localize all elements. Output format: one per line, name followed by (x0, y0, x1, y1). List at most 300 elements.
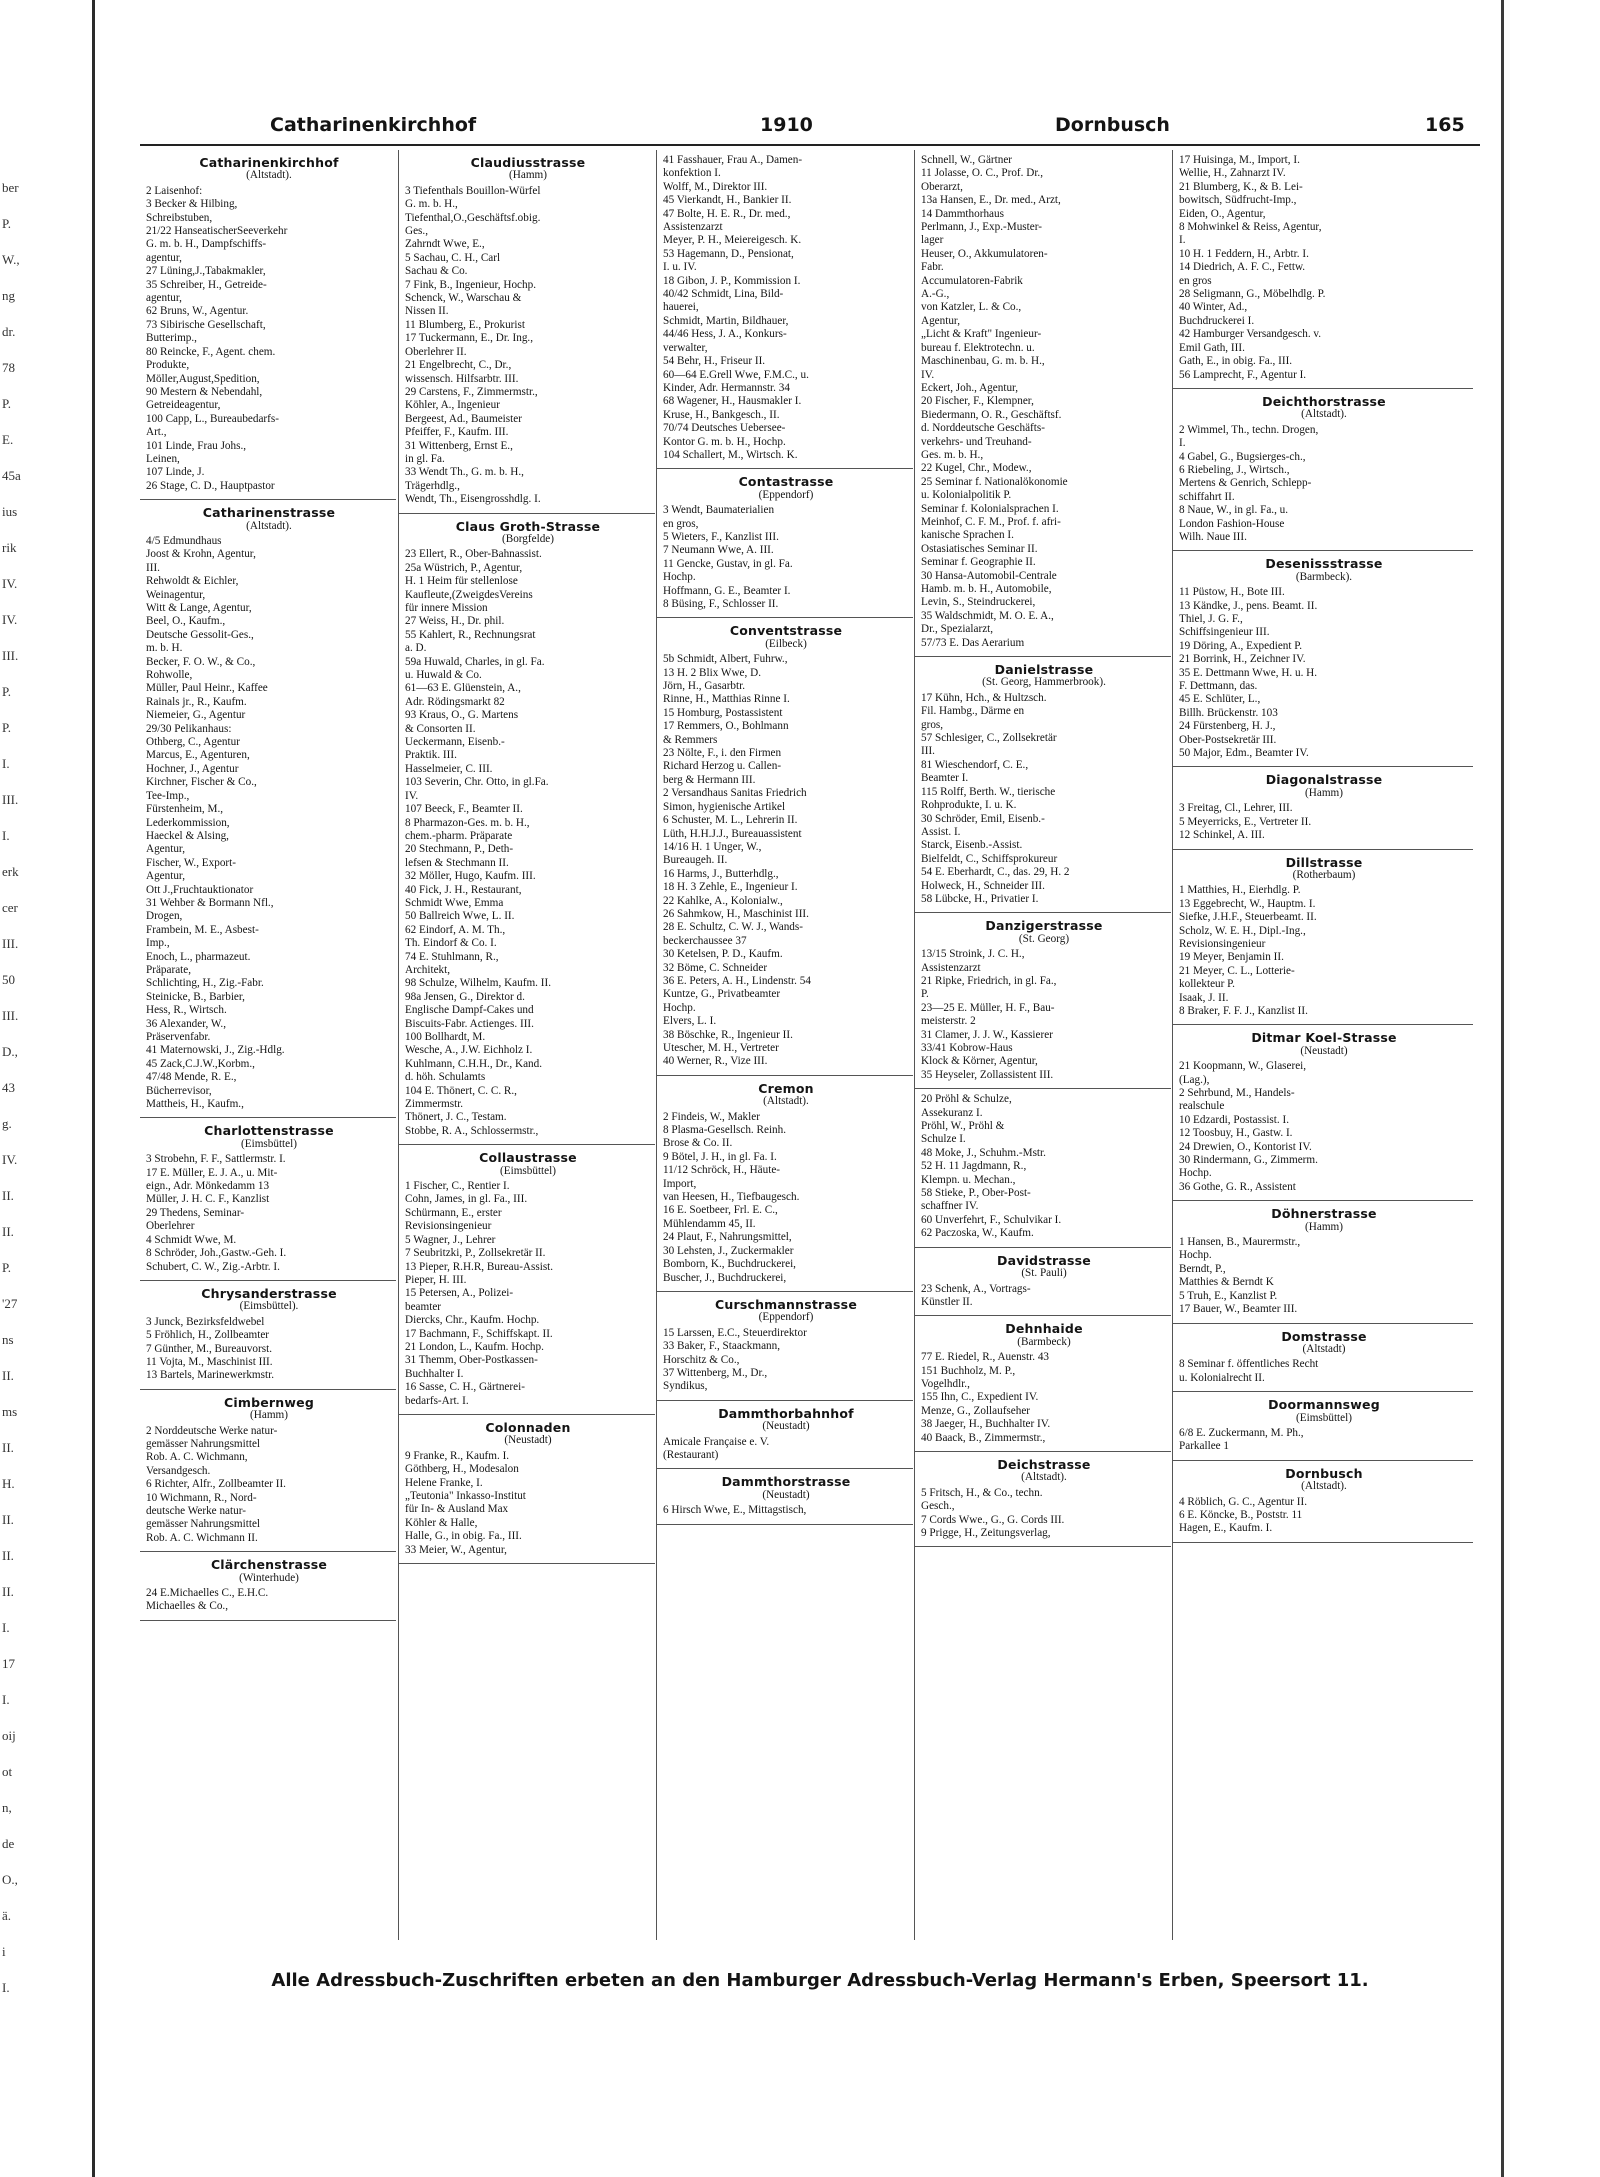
directory-entry: „Licht & Kraft" Ingenieur- (921, 328, 1042, 341)
directory-entry: 16 Harms, J., Butterhdlg., (663, 867, 779, 880)
directory-entry: 7 Günther, M., Bureauvorst. (146, 1342, 273, 1355)
directory-entry: bowitsch, Südfrucht-Imp., (1179, 194, 1297, 207)
directory-entry: Rainals jr., R., Kaufm. (146, 695, 247, 708)
directory-entry: 33 Baker, F., Staackmann, (663, 1340, 781, 1353)
directory-entry: Nissen II. (405, 305, 449, 318)
directory-entry: 31 Clamer, J. J. W., Kassierer (921, 1028, 1053, 1041)
directory-entry: Lederkommission, (146, 816, 230, 829)
directory-entry: Ott J.,Fruchtauktionator (146, 883, 254, 896)
directory-entry: beamter (405, 1300, 442, 1313)
directory-entry: 44/46 Hess, J. A., Konkurs- (663, 328, 787, 341)
directory-entry: Wellie, H., Zahnarzt IV. (1179, 167, 1286, 180)
column-5 (1172, 150, 1473, 1940)
district-label: (Hamm) (250, 1409, 288, 1422)
directory-entry: 30 Lehsten, J., Zuckermakler (663, 1244, 794, 1257)
directory-entry: 11/12 Schröck, H., Häute- (663, 1164, 781, 1177)
directory-entry: 9 Bötel, J. H., in gl. Fa. I. (663, 1150, 777, 1163)
directory-entry: 22 Kugel, Chr., Modew., (921, 462, 1032, 475)
directory-entry: 40 Baack, B., Zimmermstr., (921, 1431, 1046, 1444)
directory-entry: 21 Meyer, C. L., Lotterie- (1179, 964, 1295, 977)
edge-fragment: rik (2, 540, 17, 555)
directory-entry: eign., Adr. Mönkedamm 13 (146, 1180, 270, 1193)
street-title: Danzigerstrasse (985, 918, 1103, 934)
directory-entry: F. Dettmann, das. (1179, 680, 1258, 693)
directory-entry: I. (1179, 437, 1186, 450)
directory-entry: 5 Fritsch, H., & Co., techn. (921, 1486, 1043, 1499)
directory-entry: 36 Alexander, W., (146, 1017, 227, 1030)
page-number: 165 (1425, 114, 1465, 136)
directory-entry: 4 Schmidt Wwe, M. (146, 1233, 237, 1246)
district-label: (Hamm) (509, 169, 547, 182)
directory-entry: Beel, O., Kaufm., (146, 615, 226, 628)
directory-entry: agentur, (146, 251, 182, 264)
directory-entry: für innere Mission (405, 602, 488, 614)
directory-entry: 29 Carstens, F., Zimmermstr., (405, 385, 538, 398)
directory-entry: Oberlehrer II. (405, 345, 467, 358)
directory-entry: Menze, G., Zollaufseher (921, 1404, 1031, 1417)
edge-fragment: oij (2, 1728, 16, 1743)
directory-entry: Schulze I. (921, 1133, 966, 1146)
directory-entry: 5 Wagner, J., Lehrer (405, 1233, 496, 1246)
directory-entry: Brose & Co. II. (663, 1137, 733, 1150)
directory-entry: Seminar f. Geographie II. (921, 556, 1036, 569)
directory-entry: Präservenfabr. (146, 1031, 211, 1043)
street-title: Dehnhaide (1005, 1321, 1083, 1337)
edge-fragment: W., (2, 252, 20, 267)
directory-entry: 24 Drewien, O., Kontorist IV. (1179, 1140, 1312, 1153)
directory-entry: 29/30 Pelikanhaus: (146, 722, 232, 735)
district-label: (Eimsbüttel). (239, 1300, 299, 1313)
directory-entry: 23 Ellert, R., Ober-Bahnassist. (405, 548, 542, 561)
directory-entry: 8 Mohwinkel & Reiss, Agentur, (1179, 221, 1322, 234)
directory-entry: Wolff, M., Direktor III. (663, 180, 768, 193)
directory-entry: III. (921, 745, 935, 758)
directory-entry: 104 Schallert, M., Wirtsch. K. (663, 448, 798, 461)
edge-fragment: 17 (2, 1656, 15, 1671)
directory-entry: 50 Major, Edm., Beamter IV. (1179, 747, 1309, 760)
directory-entry: Versandgesch. (146, 1464, 211, 1477)
directory-entry: 151 Buchholz, M. P., (921, 1364, 1016, 1377)
directory-entry: 56 Lamprecht, F., Agentur I. (1179, 368, 1307, 381)
district-label: (Altstadt). (1301, 1480, 1347, 1493)
directory-entry: 7 Seubritzki, P., Zollsekretär II. (405, 1247, 546, 1260)
directory-entry: Schubert, C. W., Zig.-Arbtr. I. (146, 1260, 280, 1273)
directory-entry: Klock & Körner, Agentur, (921, 1055, 1038, 1068)
directory-entry: P. (921, 988, 929, 1001)
directory-entry: 15 Petersen, A., Polizei- (405, 1287, 514, 1300)
directory-entry: 107 Linde, J. (146, 466, 205, 479)
directory-entry: Pröhl, W., Pröhl & (921, 1120, 1005, 1133)
district-label: (Neustadt) (762, 1488, 810, 1501)
directory-entry: G. m. b. H., Dampfschiffs- (146, 238, 267, 251)
edge-fragment: III. (2, 1008, 19, 1023)
directory-entry: 21/22 HanseatischerSeeverkehr (146, 225, 288, 238)
directory-entry: Schreibstuben, (146, 211, 213, 224)
street-title: Dillstrasse (1285, 854, 1363, 870)
directory-entry: 14 Diedrich, A. F. C., Fettw. (1179, 261, 1306, 274)
edge-fragment: ot (2, 1764, 13, 1779)
directory-entry: Trägerhdlg., (405, 479, 460, 492)
directory-entry: Imp., (146, 937, 170, 950)
directory-entry: Hagen, E., Kaufm. I. (1179, 1522, 1273, 1535)
directory-entry: deutsche Werke natur- (146, 1505, 246, 1517)
directory-entry: 61—63 E. Glüenstein, A., (405, 682, 521, 695)
directory-entry: Billh. Brückenstr. 103 (1179, 706, 1278, 719)
directory-entry: Biedermann, O. R., Geschäftsf. (921, 408, 1062, 421)
directory-entry: Agentur, (921, 314, 961, 327)
street-section (399, 150, 655, 514)
directory-entry: Agentur, (146, 843, 186, 856)
directory-entry: 68 Wagener, H., Hausmakler I. (663, 395, 802, 408)
directory-entry: Adr. Rödingsmarkt 82 (405, 695, 505, 708)
directory-entry: 103 Severin, Chr. Otto, in gl.Fa. (405, 776, 549, 789)
directory-entry: en gros (1179, 274, 1212, 287)
directory-entry: 8 Pharmazon-Ges. m. b. H., (405, 816, 530, 829)
directory-entry: Hess, R., Wirtsch. (146, 1004, 227, 1017)
directory-entry: (Lag.), (1179, 1073, 1210, 1086)
directory-entry: 115 Rolff, Berth. W., tierische (921, 785, 1056, 798)
directory-entry: 7 Cords Wwe., G., G. Cords III. (921, 1513, 1065, 1526)
edge-fragment: II. (2, 1440, 14, 1455)
directory-entry: Kinder, Adr. Hermannstr. 34 (663, 381, 790, 394)
directory-entry: 13 Pieper, R.H.R, Bureau-Assist. (405, 1260, 554, 1273)
edge-fragment: I. (2, 1692, 10, 1707)
directory-entry: 16 E. Soetbeer, Frl. E. C., (663, 1204, 778, 1217)
directory-entry: 24 Fürstenberg, H. J., (1179, 720, 1276, 733)
directory-entry: 8 Braker, F. F. J., Kanzlist II. (1179, 1004, 1308, 1017)
directory-entry: 37 Wittenberg, M., Dr., (663, 1366, 768, 1379)
directory-entry: in gl. Fa. (405, 452, 445, 465)
directory-entry: 107 Beeck, F., Beamter II. (405, 803, 523, 816)
directory-entry: Th. Eindorf & Co. I. (405, 937, 497, 950)
directory-entry: Getreideagentur, (146, 399, 221, 412)
directory-entry: 5 Wieters, F., Kanzlist III. (663, 530, 779, 543)
directory-entry: von Katzler, L. & Co., (921, 301, 1022, 314)
directory-entry: 27 Weiss, H., Dr. phil. (405, 615, 505, 628)
directory-entry: Möller,August,Spedition, (146, 372, 260, 385)
edge-fragment: P. (2, 720, 12, 735)
directory-entry: 15 Larssen, E.C., Steuerdirektor (663, 1326, 807, 1339)
street-section (657, 1469, 913, 1524)
directory-entry: Starck, Eisenb.-Assist. (921, 839, 1023, 852)
directory-entry: 41 Fasshauer, Frau A., Damen- (663, 154, 803, 166)
directory-entry: bedarfs-Art. I. (405, 1394, 469, 1407)
directory-entry: Biscuits-Fabr. Actienges. III. (405, 1017, 534, 1030)
directory-entry: 6/8 E. Zuckermann, M. Ph., (1179, 1426, 1304, 1439)
directory-entry: 26 Stage, C. D., Hauptpastor (146, 479, 275, 492)
directory-entry: Thönert, J. C., Testam. (405, 1111, 507, 1124)
street-section (915, 150, 1171, 657)
district-label: (Altstadt) (1302, 1342, 1346, 1355)
directory-entry: Import, (663, 1177, 697, 1190)
street-title: Dammthorstrasse (721, 1474, 851, 1490)
edge-fragment: II. (2, 1584, 14, 1599)
directory-entry: 98 Schulze, Wilhelm, Kaufm. II. (405, 977, 551, 990)
directory-entry: 11 Vojta, M., Maschinist III. (146, 1355, 273, 1368)
directory-entry: a. D. (405, 642, 427, 655)
directory-entry: Meyer, P. H., Meiereigesch. K. (663, 234, 802, 247)
directory-entry: 30 Hansa-Automobil-Centrale (921, 569, 1057, 582)
directory-entry: Rohprodukte, I. u. K. (921, 799, 1017, 812)
edge-fragment: II. (2, 1512, 14, 1527)
directory-entry: Zimmermstr. (405, 1098, 464, 1111)
directory-entry: 2 Versandhaus Sanitas Friedrich (663, 787, 807, 800)
directory-entry: 10 Wichmann, R., Nord- (146, 1491, 257, 1504)
district-label: (Neustadt) (504, 1434, 552, 1447)
directory-entry: 30 Ketelsen, P. D., Kaufm. (663, 948, 783, 961)
directory-entry: 2 Wimmel, Th., techn. Drogen, (1179, 423, 1319, 436)
edge-fragment: i (2, 1944, 6, 1959)
directory-entry: 3 Junck, Bezirksfeldwebel (146, 1315, 265, 1328)
street-section (140, 1552, 396, 1621)
directory-entry: 1 Hansen, B., Maurermstr., (1179, 1236, 1301, 1249)
directory-entry: 40/42 Schmidt, Lina, Bild- (663, 288, 784, 301)
directory-entry: Othberg, C., Agentur (146, 736, 240, 749)
directory-entry: Matthies & Berndt K (1179, 1276, 1274, 1289)
directory-entry: Ober-Postsekretär III. (1179, 733, 1277, 746)
directory-entry: berg & Hermann III. (663, 773, 756, 786)
directory-entry: 5 Meyerricks, E., Vertreter II. (1179, 815, 1312, 828)
street-title: Claus Groth-Strasse (455, 518, 601, 534)
directory-entry: Zahrndt Wwe, E., (405, 238, 485, 251)
directory-entry: 62 Eindorf, A. M. Th., (405, 923, 506, 936)
directory-entry: van Heesen, H., Tiefbaugesch. (663, 1191, 800, 1204)
district-label: (Eppendorf) (758, 488, 814, 501)
directory-entry: 14/16 H. 1 Unger, W., (663, 840, 762, 853)
directory-entry: Accumulatoren-Fabrik (921, 274, 1023, 287)
directory-entry: u. Huwald & Co. (405, 669, 482, 682)
directory-entry: Tee-Imp., (146, 789, 190, 802)
directory-entry: Hochp. (1179, 1249, 1212, 1262)
directory-entry: 31 Themm, Ober-Postkassen- (405, 1354, 538, 1367)
street-title: Catharinenstrasse (202, 505, 336, 521)
edge-fragment: I. (2, 1620, 10, 1635)
directory-entry: Witt & Lange, Agentur, (146, 602, 252, 614)
directory-entry: 17 Kühn, Hch., & Hultzsch. (921, 691, 1047, 704)
directory-entry: Kirchner, Fischer & Co., (146, 776, 257, 789)
directory-entry: Ueckermann, Eisenb.- (405, 736, 505, 749)
directory-entry: 32 Böme, C. Schneider (663, 961, 768, 974)
district-label: (Eilbeck) (765, 637, 807, 650)
directory-entry: Art., (146, 426, 167, 439)
directory-entry: 90 Mestern & Nebendahl, (146, 385, 263, 398)
directory-entry: 28 Seligmann, G., Möbelhdlg. P. (1179, 288, 1326, 301)
directory-entry: Maschinenbau, G. m. b. H., (921, 355, 1045, 368)
street-section (1173, 1025, 1473, 1201)
directory-entry: Meinhof, C. F. M., Prof. f. afri- (921, 515, 1061, 528)
edge-fragment: I. (2, 828, 10, 843)
directory-entry: 25a Wüstrich, P., Agentur, (405, 561, 523, 574)
directory-entry: 17 Huisinga, M., Import, I. (1179, 154, 1300, 166)
directory-entry: 22 Kahlke, A., Kolonialw., (663, 894, 783, 907)
directory-entry: 15 Homburg, Postassistent (663, 706, 783, 719)
directory-entry: 13 Bartels, Marinewerkmstr. (146, 1369, 275, 1382)
directory-entry: & Consorten II. (405, 722, 476, 735)
directory-entry: 13 Kändke, J., pens. Beamt. II. (1179, 599, 1318, 612)
directory-entry: 3 Freitag, Cl., Lehrer, III. (1179, 802, 1293, 815)
street-section (1173, 767, 1473, 849)
directory-entry: 7 Fink, B., Ingenieur, Hochp. (405, 278, 536, 291)
directory-entry: 41 Maternowski, J., Zig.-Hdlg. (146, 1044, 285, 1057)
district-label: (Barmbeck) (1017, 1335, 1071, 1348)
directory-entry: 5 Sachau, C. H., Carl (405, 251, 501, 264)
directory-entry: 60 Unverfehrt, F., Schulvikar I. (921, 1213, 1062, 1226)
street-title: Dornbusch (1285, 1465, 1363, 1481)
street-section (915, 1248, 1171, 1317)
directory-entry: 5 Truh, E., Kanzlist P. (1179, 1289, 1278, 1302)
directory-entry: en gros, (663, 517, 699, 530)
directory-entry: 55 Kahlert, R., Rechnungsrat (405, 628, 536, 641)
directory-entry: Fil. Hambg., Därme en (921, 705, 1025, 718)
directory-entry: I. u. IV. (663, 261, 697, 274)
street-title: Davidstrasse (997, 1252, 1091, 1268)
directory-entry: 6 Riebeling, J., Wirtsch., (1179, 463, 1290, 476)
directory-entry: 155 Ihn, C., Expedient IV. (921, 1391, 1039, 1404)
district-label: (Eimsbüttel) (241, 1137, 297, 1150)
directory-entry: Revisionsingenieur (1179, 937, 1266, 950)
directory-entry: Weinagentur, (146, 588, 206, 601)
directory-entry: 13 Eggebrecht, W., Hauptm. I. (1179, 897, 1316, 910)
directory-entry: 1 Fischer, C., Rentier I. (405, 1180, 510, 1193)
directory-entry: Stobbe, R. A., Schlossermstr., (405, 1124, 539, 1137)
street-section (399, 1415, 655, 1564)
edge-fragment: 45a (2, 468, 21, 483)
column-2 (398, 150, 655, 1940)
directory-entry: chem.-pharm. Präparate (405, 829, 513, 842)
previous-page-edge (0, 0, 95, 2177)
directory-entry: 1 Matthies, H., Eierhdlg. P. (1179, 884, 1301, 897)
directory-entry: Eiden, O., Agentur, (1179, 207, 1266, 220)
directory-entry: Levin, S., Steindruckerei, (921, 596, 1036, 609)
directory-entry: agentur, (146, 292, 182, 305)
directory-entry: 2 Laisenhof: (146, 184, 203, 197)
directory-entry: Hasselmeier, C. III. (405, 762, 493, 775)
directory-entry: hauerei, (663, 301, 699, 314)
street-section (1173, 1461, 1473, 1543)
directory-entry: 93 Kraus, O., G. Martens (405, 709, 519, 722)
directory-entry: Hochp. (1179, 1167, 1212, 1180)
directory-entry: Rob. A. C. Wichmann II. (146, 1531, 258, 1544)
directory-entry: 17 Tuckermann, E., Dr. Ing., (405, 332, 534, 345)
directory-entry: Perlmann, J., Exp.-Muster- (921, 221, 1042, 234)
directory-entry: 19 Meyer, Benjamin II. (1179, 951, 1284, 964)
directory-entry: 17 Remmers, O., Bohlmann (663, 720, 789, 733)
edge-fragment: III. (2, 936, 19, 951)
street-title: Clärchenstrasse (210, 1557, 328, 1573)
directory-entry: 2 Findeis, W., Makler (663, 1110, 760, 1123)
directory-entry: Bureaugeh. II. (663, 854, 728, 867)
directory-entry: 47/48 Mende, R. E., (146, 1071, 237, 1084)
edge-fragment: II. (2, 1548, 14, 1563)
directory-entry: 35 E. Dettmann Wwe, H. u. H. (1179, 666, 1318, 679)
directory-entry: Assistenzarzt (921, 961, 981, 974)
directory-page (140, 110, 1480, 2040)
directory-entry: 57/73 E. Das Aerarium (921, 636, 1025, 649)
edge-fragment: P. (2, 1260, 12, 1275)
street-title: Diagonalstrasse (1265, 772, 1383, 788)
directory-entry: Diercks, Chr., Kaufm. Hochp. (405, 1314, 540, 1327)
directory-entry: u. Kolonialpolitik P. (921, 489, 1012, 502)
directory-entry: Schmidt, Martin, Bildhauer, (663, 314, 789, 327)
directory-entry: 100 Bollhardt, M. (405, 1031, 486, 1043)
district-label: (Eimsbüttel) (1296, 1411, 1352, 1424)
directory-entry: Frambein, M. E., Asbest- (146, 923, 259, 936)
directory-entry: Kuntze, G., Privatbeamter (663, 988, 781, 1001)
edge-fragment: ius (2, 504, 18, 519)
directory-entry: schaffner IV. (921, 1200, 979, 1213)
street-title: Dammthorbahnhof (718, 1405, 854, 1421)
directory-entry: 36 E. Peters, A. H., Lindenstr. 54 (663, 974, 811, 987)
directory-entry: Architekt, (405, 963, 451, 976)
street-section (915, 913, 1171, 1089)
directory-entry: 8 Plasma-Gesellsch. Reinh. (663, 1124, 787, 1137)
directory-entry: 60—64 E.Grell Wwe, F.M.C., u. (663, 368, 809, 381)
directory-entry: Butterimp., (146, 332, 197, 345)
edge-fragment: II. (2, 1368, 14, 1383)
directory-entry: verwalter, (663, 341, 708, 354)
street-title: Döhnerstrasse (1271, 1206, 1377, 1222)
directory-entry: Thiel, J. G. F., (1179, 613, 1243, 625)
directory-entry: 21 Blumberg, K., & B. Lei- (1179, 180, 1303, 193)
street-section (140, 1390, 396, 1552)
district-label: (Rotherbaum) (1292, 868, 1356, 881)
directory-entry: Hochp. (663, 571, 696, 584)
directory-entry: Vogelhdlr., (921, 1377, 970, 1390)
directory-entry: A.-G., (921, 288, 950, 301)
edge-fragment: ms (2, 1404, 18, 1419)
directory-entry: 20 Stechmann, P., Deth- (405, 843, 514, 856)
directory-entry: 2 Norddeutsche Werke natur- (146, 1424, 278, 1437)
edge-fragment: 78 (2, 360, 15, 375)
street-title: Cremon (758, 1080, 814, 1096)
directory-entry: 58 Stieke, P., Ober-Post- (921, 1187, 1031, 1200)
directory-entry: „Teutonia" Inkasso-Institut (405, 1490, 526, 1502)
directory-entry: Haeckel & Alsing, (146, 829, 229, 842)
street-title: Deichstrasse (997, 1456, 1091, 1472)
street-section (1173, 389, 1473, 551)
directory-entry: 30 Rindermann, G., Zimmerm. (1179, 1154, 1318, 1167)
directory-entry: Syndikus, (663, 1380, 708, 1393)
edge-fragment: IV. (2, 612, 18, 627)
edge-fragment: E. (2, 432, 14, 447)
directory-entry: Kontor G. m. b. H., Hochp. (663, 435, 786, 448)
street-title: Catharinenkirchhof (199, 155, 339, 170)
directory-entry: 35 Waldschmidt, M. O. E. A., (921, 609, 1054, 622)
directory-entry: 21 Koopmann, W., Glaserei, (1179, 1060, 1307, 1073)
directory-entry: Tiefenthal,O.,Geschäftsf.obig. (405, 211, 541, 224)
directory-entry: 12 Schinkel, A. III. (1179, 829, 1265, 842)
street-title: Curschmannstrasse (714, 1296, 858, 1312)
directory-entry: bureau f. Elektrotechn. u. (921, 341, 1035, 354)
directory-entry: Pieper, H. III. (405, 1273, 467, 1286)
edge-fragment: erk (2, 864, 19, 879)
street-section (1173, 150, 1473, 389)
district-label: (St. Pauli) (1021, 1267, 1067, 1280)
directory-entry: 28 E. Schultz, C. W. J., Wands- (663, 921, 803, 934)
directory-entry: Praktik. III. (405, 749, 457, 762)
district-label: (Neustadt) (762, 1420, 810, 1433)
directory-entry: Assekuranz I. (921, 1106, 983, 1119)
directory-entry: Hamb. m. b. H., Automobile, (921, 583, 1052, 595)
district-label: (Altstadt). (1301, 408, 1347, 421)
street-section (140, 500, 396, 1118)
directory-entry: Göthberg, H., Modesalon (405, 1463, 519, 1476)
district-label: (Hamm) (1305, 786, 1343, 799)
directory-entry: 33 Wendt Th., G. m. b. H., (405, 466, 524, 479)
directory-entry: 2 Sehrbund, M., Handels- (1179, 1087, 1295, 1099)
district-label: (Altstadt). (246, 169, 292, 182)
edge-fragment: IV. (2, 576, 18, 591)
